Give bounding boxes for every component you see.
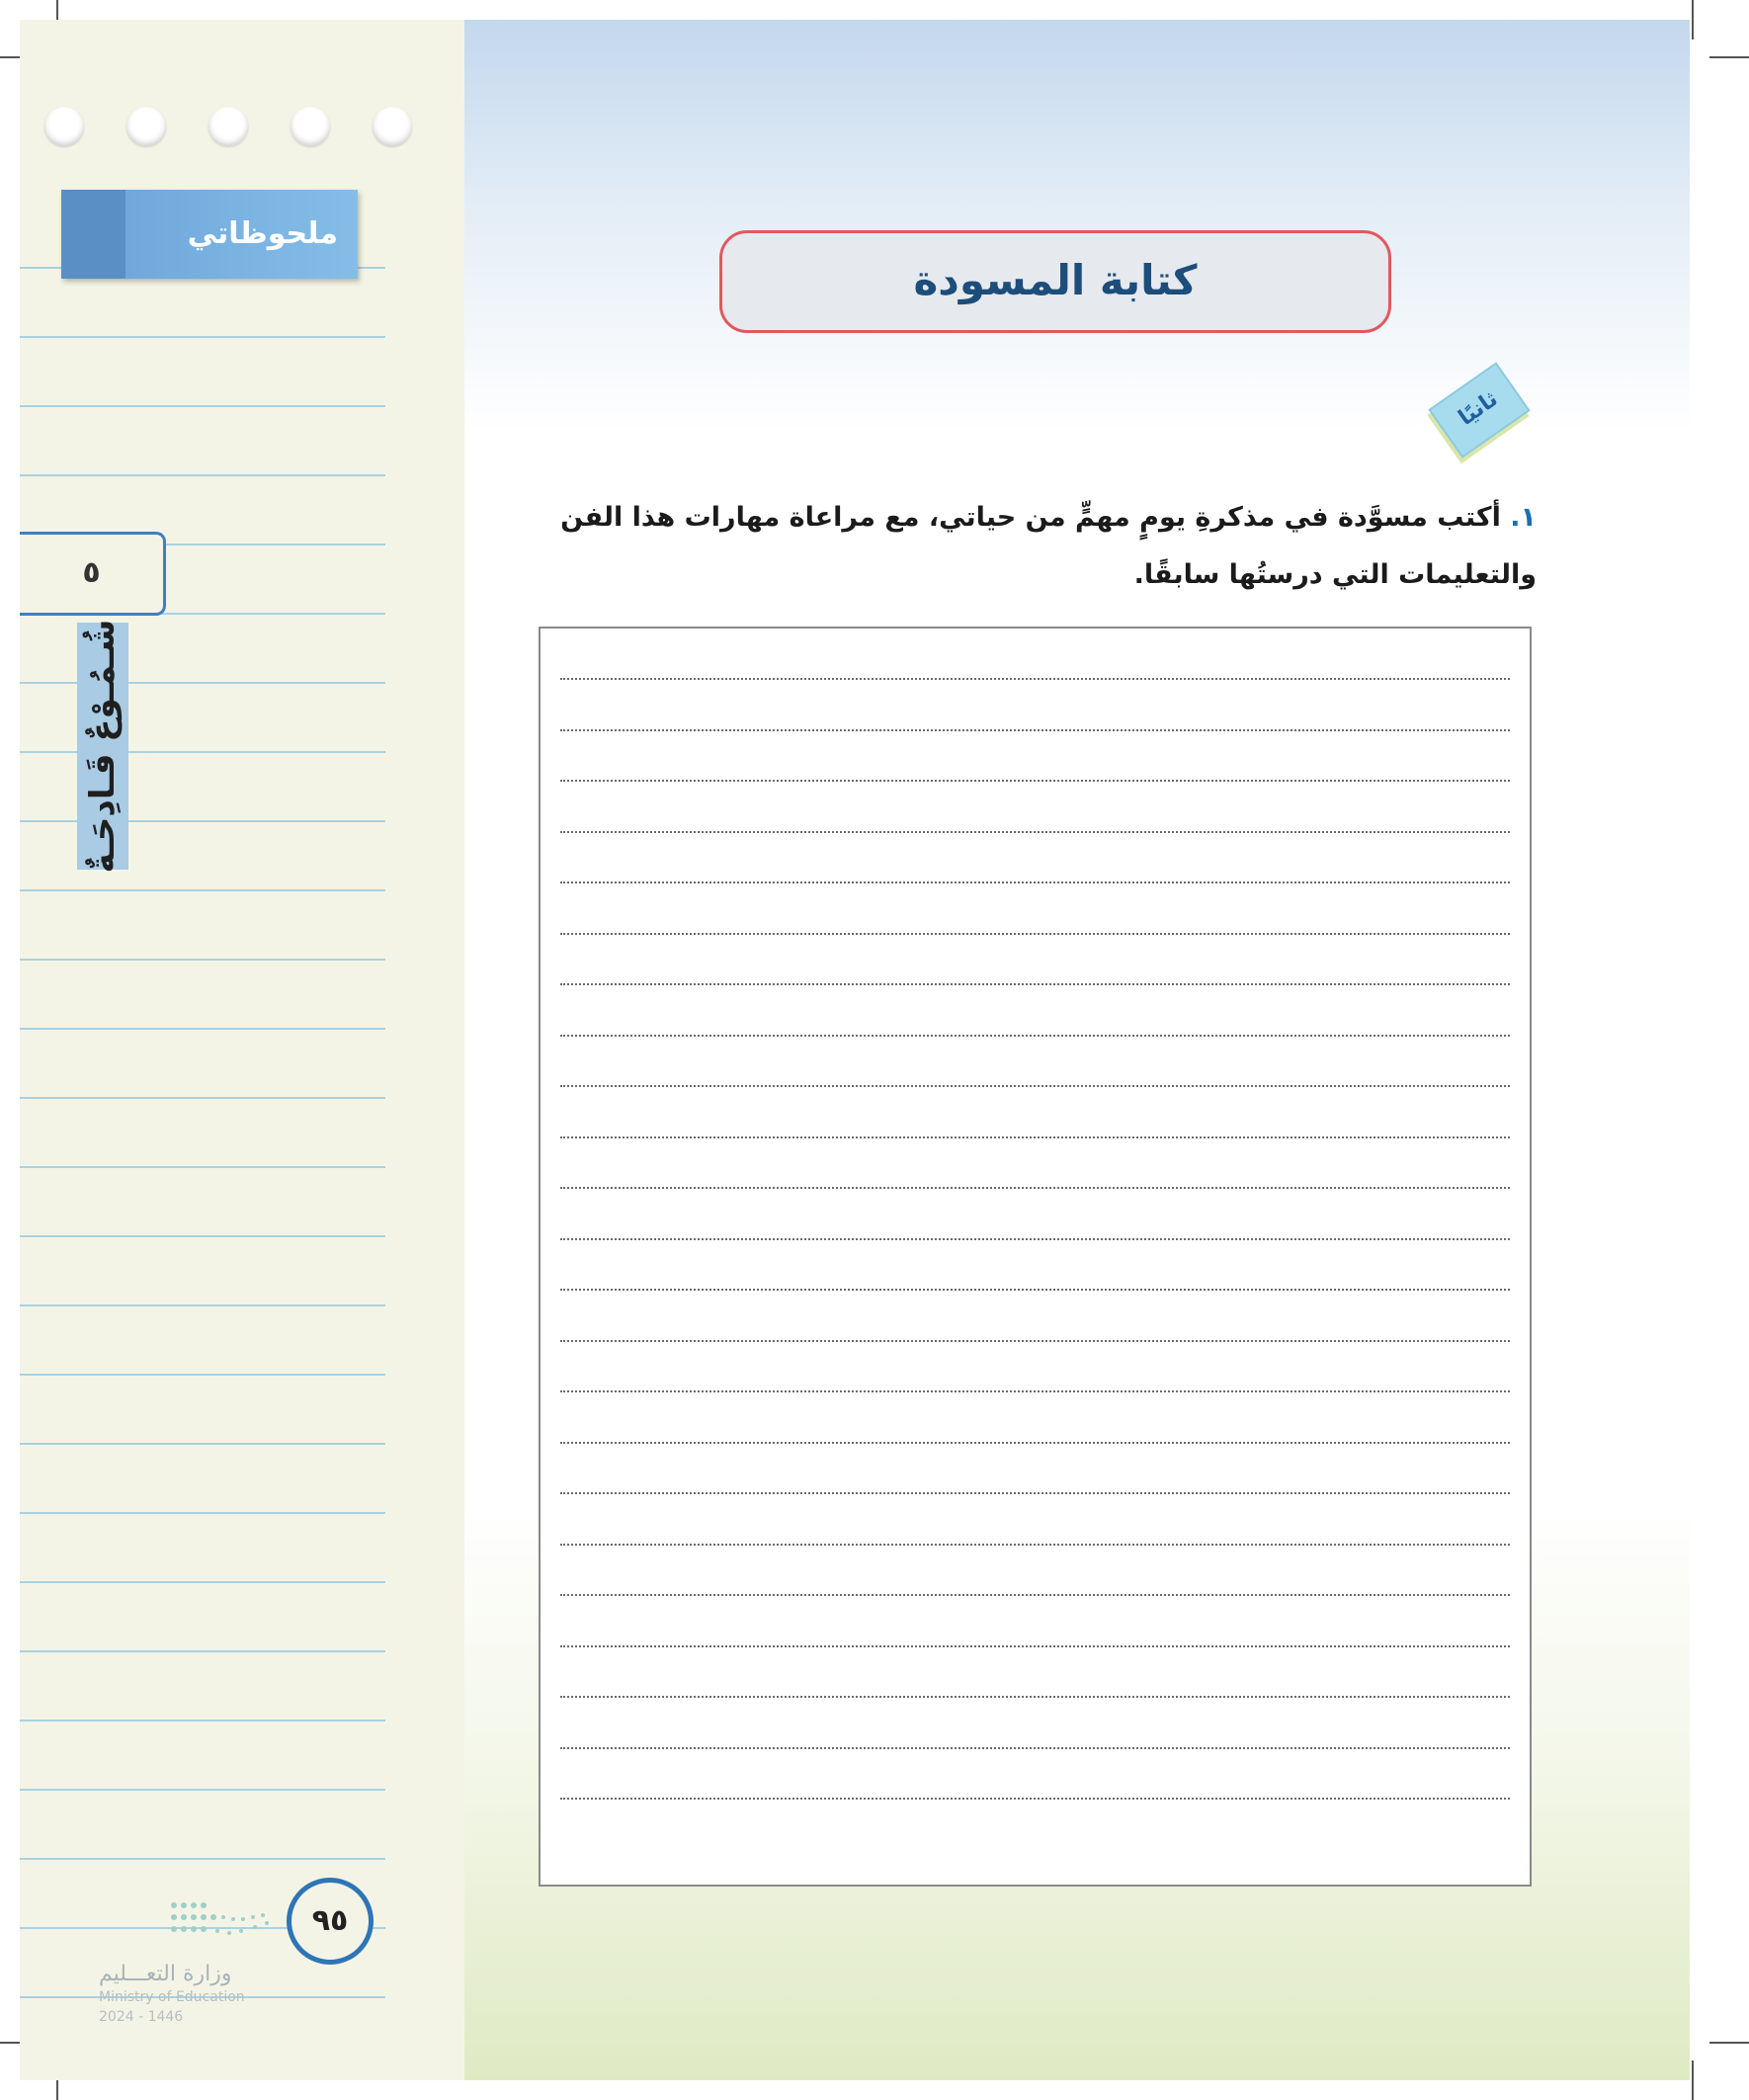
- notes-rule-line: [20, 889, 385, 891]
- crop-mark: [1692, 0, 1694, 40]
- binder-hole: [291, 107, 330, 146]
- page-number: ٩٥: [287, 1878, 374, 1965]
- binder-hole: [44, 107, 84, 146]
- notes-rule-line: [20, 474, 385, 476]
- writing-line[interactable]: [560, 933, 1510, 935]
- notes-rule-line: [20, 1720, 385, 1722]
- binder-hole: [126, 107, 166, 146]
- notes-sidebar: [20, 20, 466, 2080]
- notes-rule-line: [20, 1581, 385, 1583]
- ministry-name-en: Ministry of Education: [99, 1989, 245, 2005]
- notes-rule-line: [20, 1858, 385, 1860]
- unit-number-box: [20, 532, 166, 616]
- notes-tab: [61, 190, 358, 279]
- notes-tab-shade: [61, 190, 125, 279]
- notes-rule-line: [20, 1304, 385, 1306]
- notes-rule-line: [20, 1443, 385, 1445]
- section-title: [719, 230, 1391, 333]
- notes-rule-line: [20, 405, 385, 407]
- writing-line[interactable]: [560, 1289, 1510, 1291]
- writing-line[interactable]: [560, 983, 1510, 985]
- writing-line[interactable]: [560, 1340, 1510, 1342]
- writing-line[interactable]: [560, 1442, 1510, 1444]
- writing-line[interactable]: [560, 1696, 1510, 1698]
- binder-hole: [373, 107, 412, 146]
- notes-rule-line: [20, 751, 385, 753]
- writing-line[interactable]: [560, 1035, 1510, 1037]
- unit-number: ٥: [82, 555, 101, 590]
- notes-rule-line: [20, 1512, 385, 1514]
- writing-line[interactable]: [560, 1187, 1510, 1189]
- writing-line[interactable]: [560, 729, 1510, 731]
- notes-rule-line: [20, 1789, 385, 1791]
- ministry-year: 2024 - 1446: [99, 2009, 184, 2025]
- writing-line[interactable]: [560, 882, 1510, 883]
- writing-line[interactable]: [560, 1544, 1510, 1546]
- crop-mark: [1692, 2060, 1694, 2100]
- writing-line[interactable]: [560, 1492, 1510, 1494]
- writing-line[interactable]: [560, 1136, 1510, 1138]
- writing-line[interactable]: [560, 1594, 1510, 1596]
- notes-tab-label: ملحوظاتي: [187, 216, 338, 251]
- notes-rule-line: [20, 1028, 385, 1030]
- notes-rule-line: [20, 1650, 385, 1652]
- question-number: ١.: [1510, 502, 1537, 533]
- writing-line[interactable]: [560, 1238, 1510, 1240]
- writing-line[interactable]: [560, 1798, 1510, 1800]
- notes-rule-line: [20, 1235, 385, 1237]
- question-text: أكتب مسوَّدة في مذكرةِ يومٍ مهمٍّ من حياتي، مع مراعاة مهارات هذا الفن والتعليمات التي درستُها سابقًا.: [560, 502, 1537, 590]
- crop-mark: [1709, 56, 1749, 58]
- notes-rule-line: [20, 959, 385, 961]
- ministry-name-ar: وزارة التعـــليم: [99, 1962, 232, 1986]
- unit-title: شُـمُـوْعٌ قَـادِحَـةٌ: [83, 619, 123, 874]
- notes-rule-line: [20, 1374, 385, 1376]
- writing-line[interactable]: [560, 1645, 1510, 1647]
- writing-line[interactable]: [560, 1085, 1510, 1087]
- notes-rule-line: [20, 1097, 385, 1099]
- notes-rule-line: [20, 336, 385, 338]
- question: [534, 489, 1537, 604]
- notes-rule-line: [20, 820, 385, 822]
- section-title-text: كتابة المسودة: [913, 256, 1198, 304]
- writing-line[interactable]: [560, 1747, 1510, 1749]
- writing-line[interactable]: [560, 678, 1510, 680]
- writing-line[interactable]: [560, 1390, 1510, 1392]
- notes-rule-line: [20, 682, 385, 684]
- notes-rule-line: [20, 1166, 385, 1168]
- writing-line[interactable]: [560, 831, 1510, 833]
- crop-mark: [1709, 2042, 1749, 2044]
- writing-line[interactable]: [560, 780, 1510, 782]
- step-badge: ثانيًا: [1428, 362, 1530, 458]
- ministry-logo-icon: [168, 1897, 287, 1941]
- answer-writing-area[interactable]: [539, 627, 1532, 1887]
- binder-hole: [208, 107, 248, 146]
